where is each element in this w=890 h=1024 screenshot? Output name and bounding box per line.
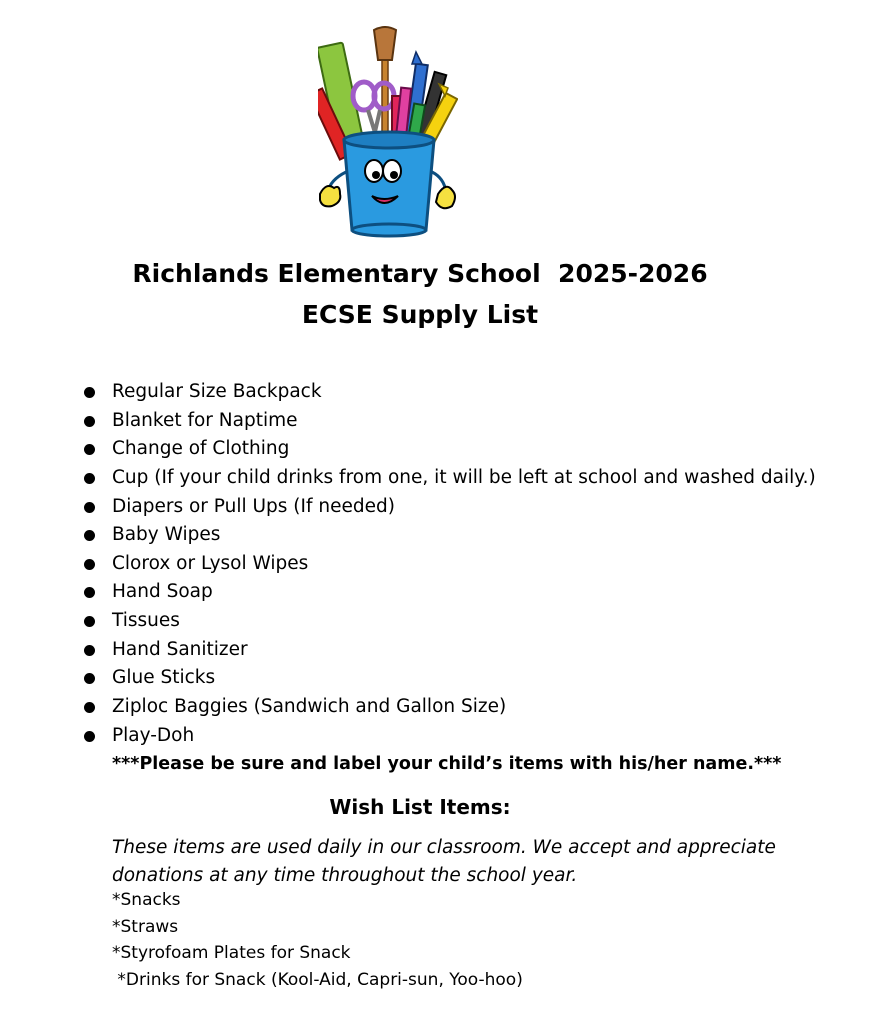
list-item <box>80 550 816 579</box>
item-text: Blanket for Naptime <box>112 409 298 431</box>
list-item <box>80 607 816 636</box>
list-item <box>80 722 816 751</box>
bullet-icon <box>84 559 95 570</box>
school-title: Richlands Elementary School 2025-2026 <box>132 259 708 288</box>
item-text: Diapers or Pull Ups (If needed) <box>112 495 395 517</box>
list-item <box>80 464 816 493</box>
hand-right-icon <box>436 187 455 208</box>
bullet-icon <box>84 702 95 713</box>
wish-item: *Straws <box>112 916 179 937</box>
bullet-icon <box>84 416 95 427</box>
list-item <box>80 407 816 436</box>
list-item <box>80 693 816 722</box>
item-text: Tissues <box>112 610 180 632</box>
bullet-icon <box>84 530 95 541</box>
label-note: ***Please be sure and label your child’s items with his/her name.*** <box>112 754 782 774</box>
wish-item: *Styrofoam Plates for Snack <box>112 943 351 963</box>
bullet-icon <box>84 645 95 656</box>
bullet-icon <box>84 502 95 513</box>
item-text: Play-Doh <box>112 724 195 746</box>
wish-item: *Drinks for Snack (Kool-Aid, Capri-sun, Yoo-hoo) <box>112 969 523 990</box>
pencil-cup-clipart <box>318 26 458 238</box>
wish-intro-line: donations at any time throughout the school year. <box>112 865 578 886</box>
list-item <box>80 493 816 522</box>
list-item <box>80 521 816 550</box>
supply-list-title: ECSE Supply List <box>301 300 539 329</box>
wish-intro-line: These items are used daily in our classroom. We accept and appreciate <box>112 837 776 858</box>
bullet-icon <box>84 731 95 742</box>
item-text: Baby Wipes <box>112 524 221 546</box>
item-text: Change of Clothing <box>112 438 290 460</box>
supply-list <box>80 378 816 750</box>
bullet-icon <box>84 616 95 627</box>
bullet-icon <box>84 387 95 398</box>
wish-list-heading: Wish List Items: <box>329 795 511 819</box>
wish-list-intro <box>112 834 776 890</box>
item-text: Hand Soap <box>112 581 213 603</box>
list-item <box>80 664 816 693</box>
list-item <box>80 378 816 407</box>
item-text: Glue Sticks <box>112 667 216 689</box>
wish-list-items <box>112 887 523 993</box>
item-text: Ziploc Baggies (Sandwich and Gallon Size) <box>112 696 507 718</box>
bullet-icon <box>84 444 95 455</box>
list-item <box>80 578 816 607</box>
list-item <box>80 435 816 464</box>
wish-item: *Snacks <box>112 890 181 910</box>
bullet-icon <box>84 587 95 598</box>
bullet-icon <box>84 473 95 484</box>
list-item <box>80 636 816 665</box>
item-text: Regular Size Backpack <box>112 381 322 402</box>
item-text: Cup (If your child drinks from one, it will be left at school and washed daily.) <box>112 466 816 488</box>
item-text: Hand Sanitizer <box>112 638 248 660</box>
item-text: Clorox or Lysol Wipes <box>112 552 309 574</box>
hand-left-icon <box>320 186 340 206</box>
bullet-icon <box>84 673 95 684</box>
